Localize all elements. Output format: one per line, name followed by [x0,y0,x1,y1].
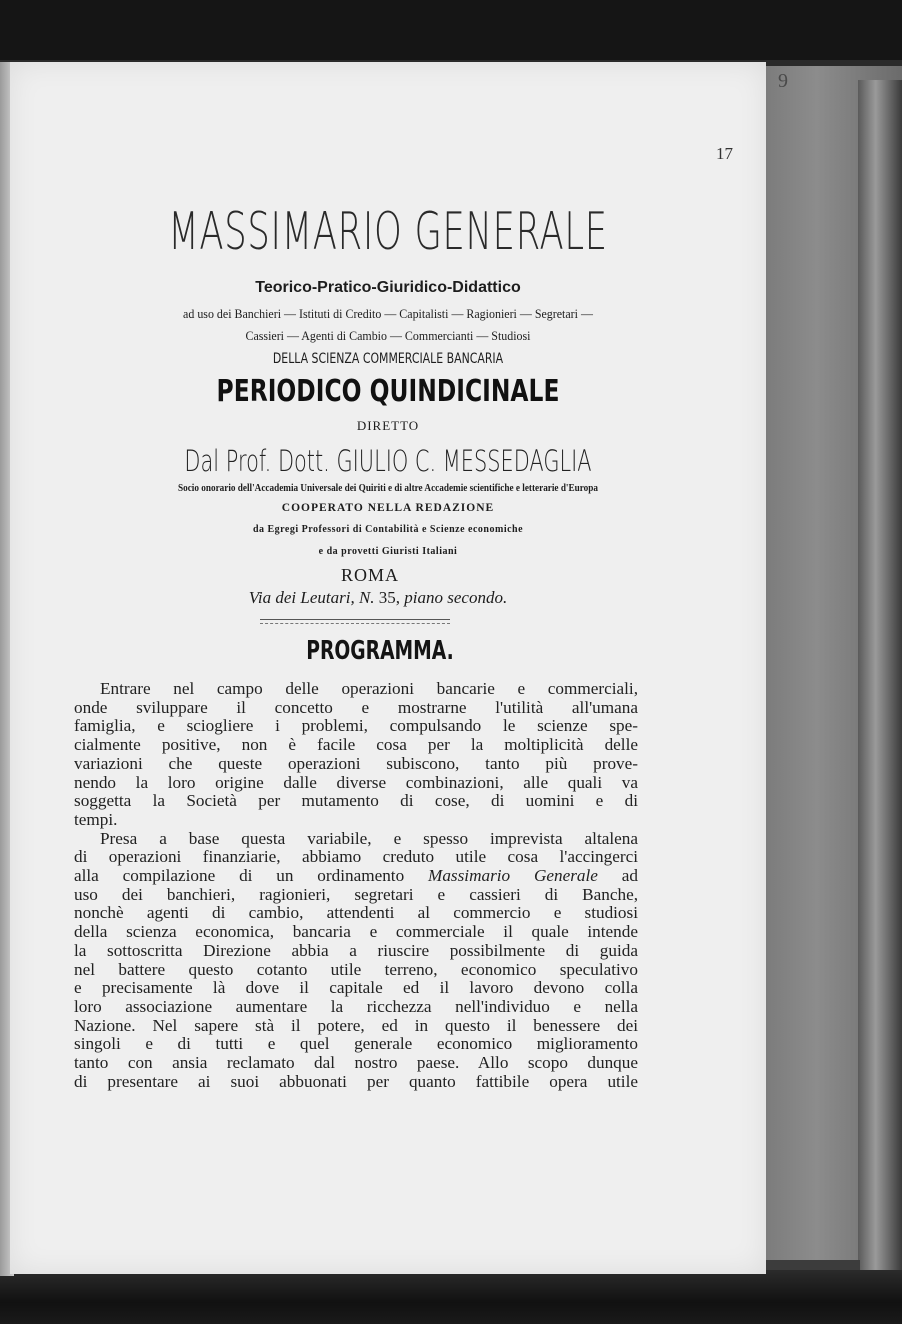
address [0,588,756,608]
paragraph-2-line [74,867,638,886]
paragraph-2-line: la sottoscritta Direzione abbia a riuscire possibilmente di guida [74,940,638,960]
work-title-italic: Massimario Generale [428,866,598,886]
science-line: DELLA SCIENZA COMMERCIALE BANCARIA [272,351,504,367]
address-floor: piano secondo. [404,588,508,607]
paragraph-1-line: variazioni che queste operazioni subiscono, tanto più prove- [74,753,638,773]
director-name: Dal Prof. Dott. GIULIO C. MESSEDAGLIA [184,444,592,478]
folio-number: 17 [716,144,733,163]
address-number: 35, [378,588,401,607]
masthead-title: MASSIMARIO GENERALE [168,202,608,262]
paragraph-2-line: singoli e di tutti e quel generale economico miglioramento [74,1034,638,1054]
audience-line-1: ad uso dei Banchieri — Istituti di Credito — Capitalisti — Ragionieri — Segretari — [183,306,593,321]
paragraph-2-line: nonchè agenti di cambio, attendenti al commercio e studiosi [74,903,638,923]
cooperation-label: COOPERATO NELLA REDAZIONE [281,502,495,514]
document-page [10,62,766,1274]
paragraph-2-line: di operazioni finanziarie, abbiamo creduto utile cosa l'accingerci [74,847,638,867]
paragraph-2-line: Nazione. Nel sapere stà il potere, ed in questo il benessere dei [74,1015,638,1035]
paragraph-2-line: tanto con ansia reclamato dal nostro paese. Allo scopo dunque [74,1053,638,1073]
line-text: alla compilazione di un ordinamento [74,866,405,886]
paragraph-2-line: e precisamente là dove il capitale ed il lavoro devono colla [74,978,638,998]
paragraph-2-line: uso dei banchieri, ragionieri, segretari e cassieri di Banche, [74,884,638,904]
address-number-prefix: N. [358,588,375,607]
directed-label: DIRETTO [356,418,420,433]
periodical-frequency: PERIODICO QUINDICINALE [216,374,560,409]
paragraph-1-line: tempi. [74,809,118,829]
section-title: PROGRAMMA. [306,636,454,666]
paragraph-1-line: nendo la loro origine dalle diverse combinazioni, alle quali va [74,772,638,792]
paragraph-1-line: famiglia, e sciogliere i problemi, compulsando le scienze spe- [74,716,638,736]
program-text [74,680,638,1091]
city: ROMA [340,565,399,585]
paragraph-2-line: loro associazione aumentare la ricchezza nell'individuo e nella [74,996,638,1016]
editors-line-1: da Egregi Professori di Contabilità e Scienze economiche [252,524,524,535]
underlying-folio-number: 9 [778,70,788,92]
ornamental-rule [260,619,450,624]
paragraph-1-line: cialmente positive, non è facile cosa per la moltiplicità delle [74,735,638,755]
paragraph-1-line: Entrare nel campo delle operazioni bancarie e commerciali, [100,679,638,698]
paragraph-2-line: nel battere questo cotanto utile terreno, economico speculativo [74,959,638,979]
masthead-subtitle: Teorico-Pratico-Giuridico-Didattico [255,279,521,296]
page-stack-edge [858,80,902,1280]
paragraph-2-line: di presentare ai suoi abbuonati per quanto fattibile opera utile [74,1071,638,1091]
paragraph-2-line: Presa a base questa variabile, e spesso imprevista altalena [100,828,638,848]
paragraph-1-line: soggetta la Società per mutamento di cose, di uomini e di [74,791,638,811]
paragraph-2-line: della scienza economica, bancaria e commerciale il quale intende [74,922,638,942]
scanner-bottom-shadow [0,1270,902,1324]
paragraph-1-line: onde sviluppare il concetto e mostrarne l'utilità all'umana [74,697,638,717]
address-street: Via dei Leutari, [248,588,355,607]
audience-line-2: Cassieri — Agenti di Cambio — Commercianti — Studiosi [245,328,531,343]
editors-line-2: e da provetti Giuristi Italiani [318,546,458,557]
line-text: ad [621,866,639,886]
scanner-top-shadow [0,0,902,64]
director-affiliation: Socio onorario dell'Accademia Universale dei Quiriti e di altre Accademie scientifiche e letterarie d'Europa [178,483,598,494]
